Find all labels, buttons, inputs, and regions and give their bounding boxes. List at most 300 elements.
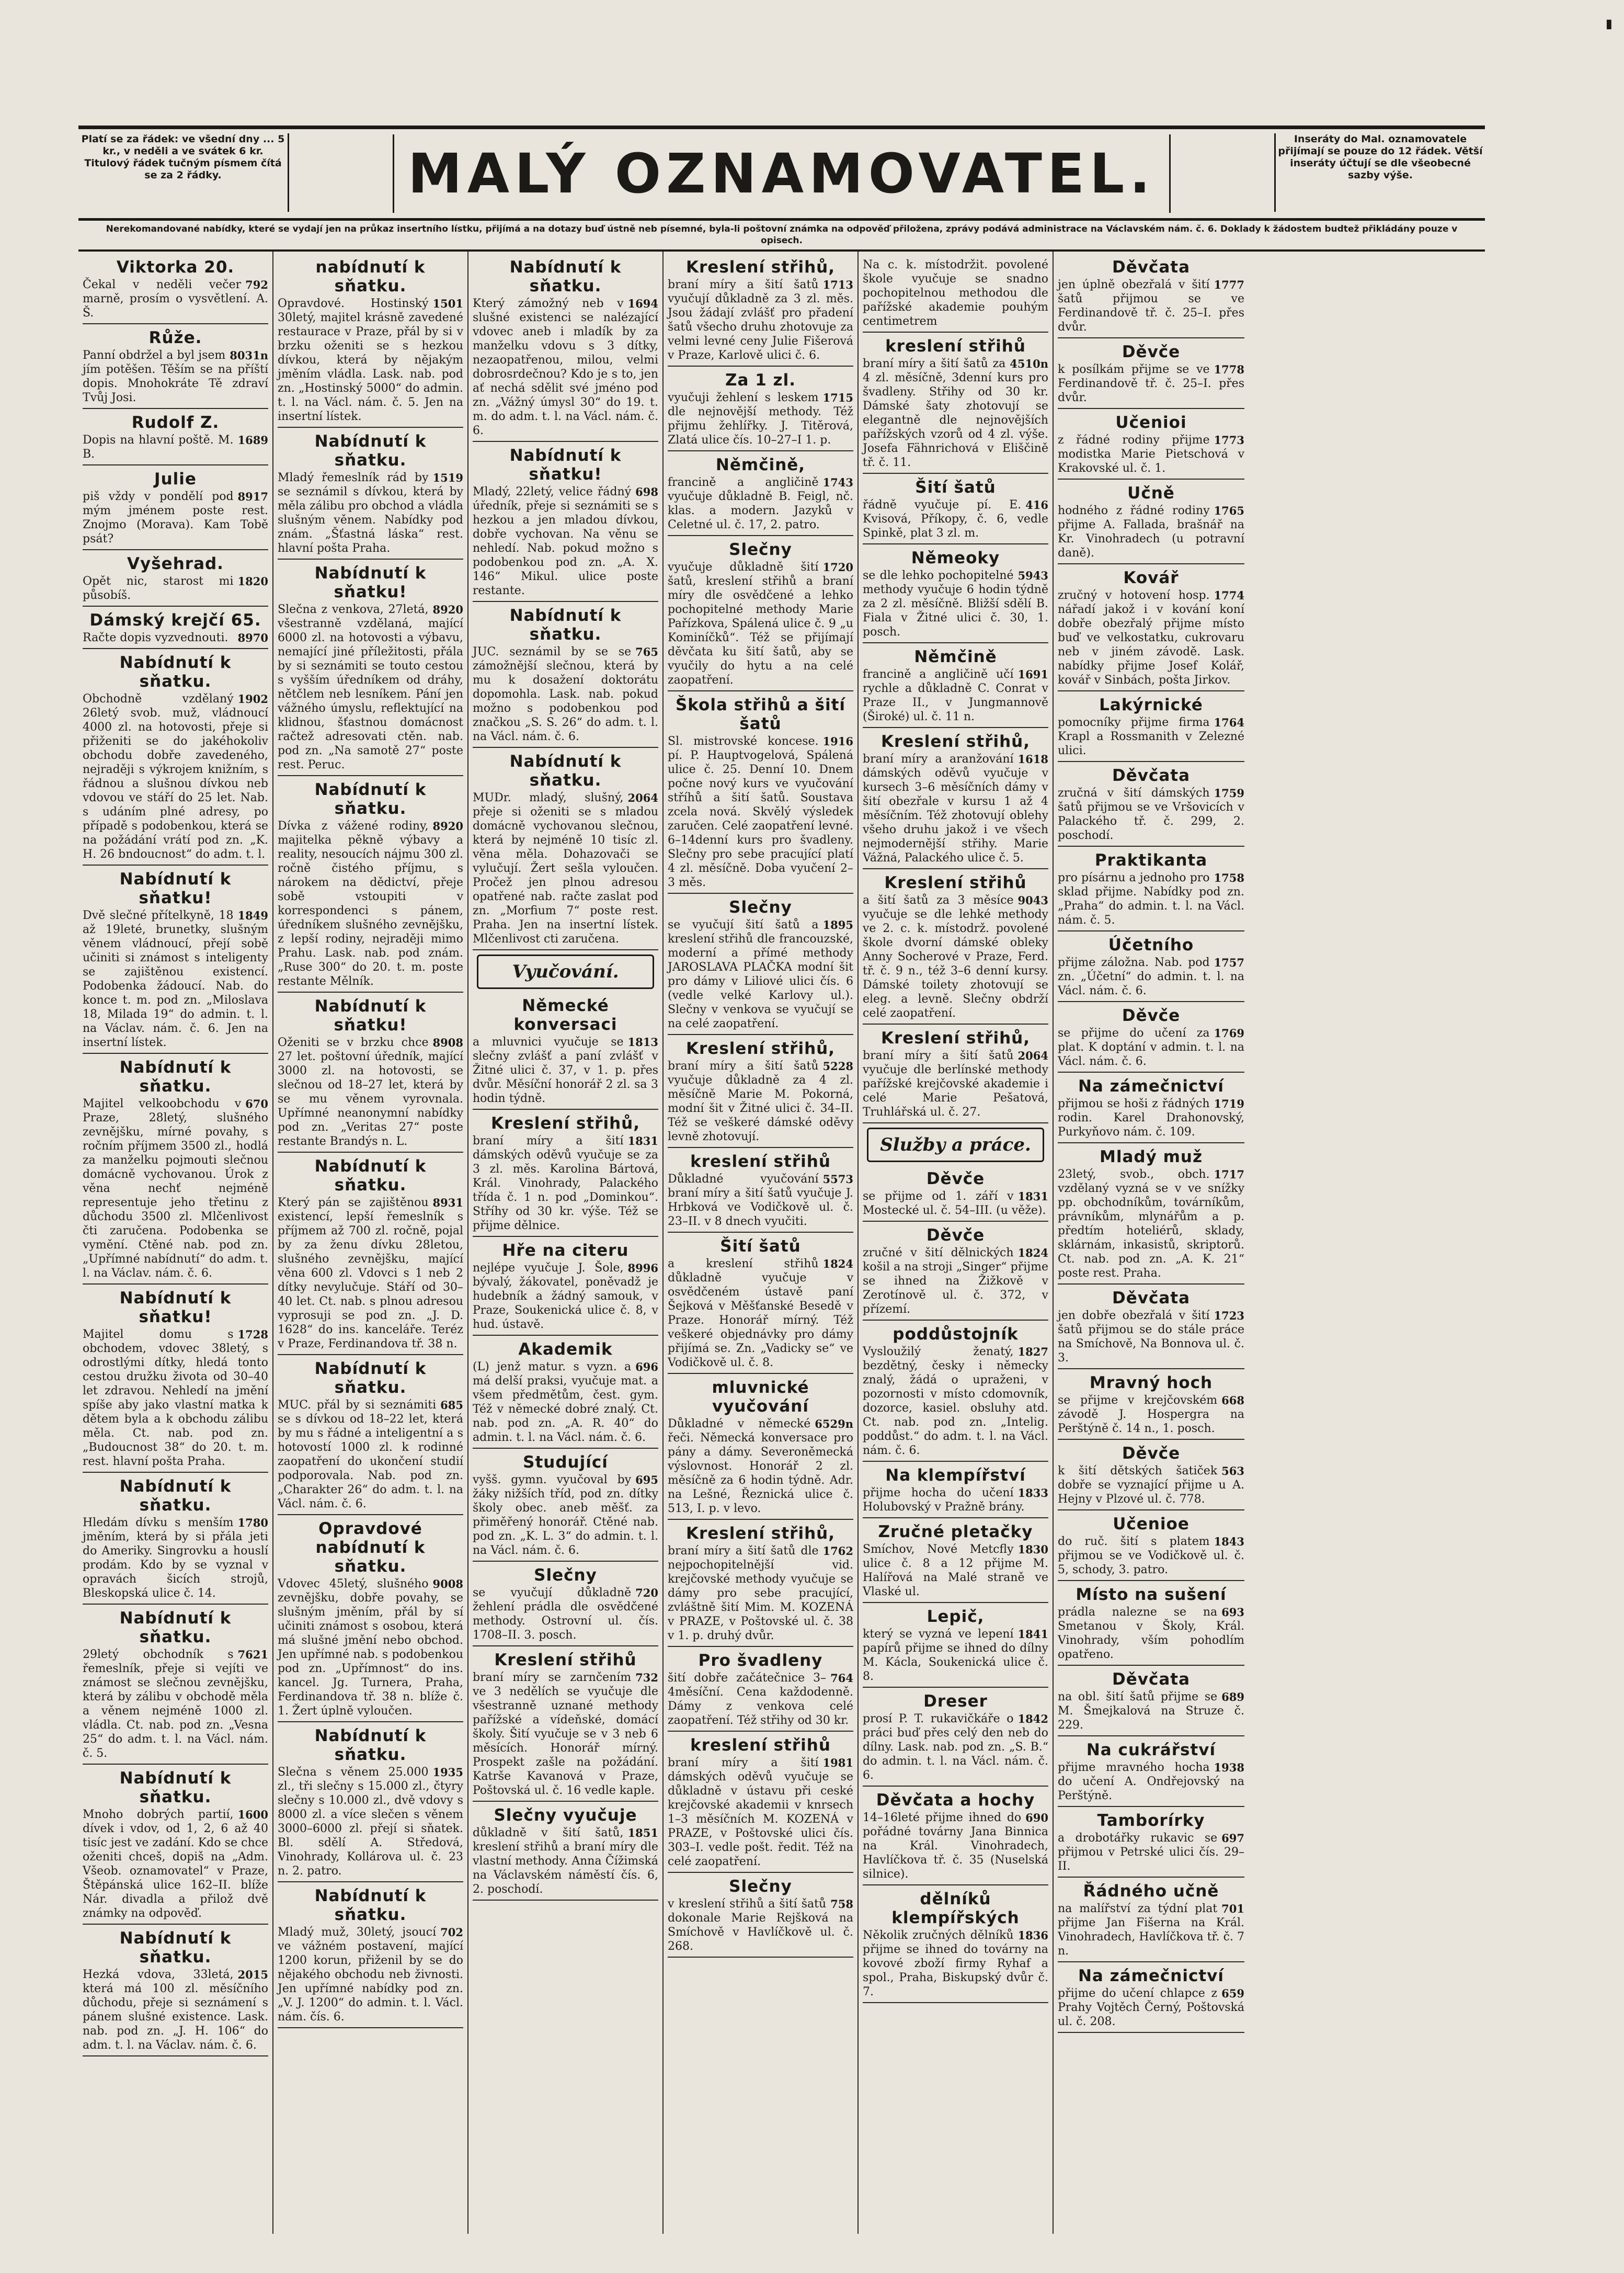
ad-body	[83, 574, 268, 603]
ad-text: přijme do učení chlapce z Prahy Vojtěch Černý, Poštovská ul. č. 208.	[1058, 1987, 1244, 2028]
ad-heading: Lepič,	[927, 1607, 985, 1626]
classified-ad	[668, 538, 853, 691]
classified-ad	[473, 1649, 658, 1802]
ad-text: Hledám dívku s menším jměním, která by si přála jeti do Ameriky. Singrovku a houslí prodám. Kdo by se vyznal v opravách šicích strojů, Bleskopská ulice č. 14.	[83, 1516, 268, 1600]
ad-heading: kreslení střihů	[690, 1736, 831, 1755]
ad-heading: Slečny	[729, 540, 792, 559]
ad-code: 5573	[822, 1173, 853, 1186]
ad-code: 1719	[1214, 1097, 1244, 1110]
ad-heading: Julie	[154, 470, 197, 488]
classified-ad	[1058, 1371, 1244, 1440]
ad-body	[668, 1417, 853, 1516]
ad-column-2	[273, 252, 468, 2234]
ad-text: Čekal v neděli večer marně, prosím o vysvětlení. A. Š.	[83, 278, 268, 320]
ad-code: 1764	[1214, 716, 1244, 729]
ad-body	[668, 391, 853, 447]
ad-text: jen dobře obezřalá v šití šatů přijmou se do stále práce na Smíchově, Na Bonnova ul. č. 3.	[1058, 1309, 1244, 1365]
ad-column-6	[1054, 252, 1249, 2234]
classified-ad	[473, 1564, 658, 1646]
ad-code: 1827	[1017, 1345, 1048, 1358]
ad-body	[1058, 278, 1244, 334]
classified-ad	[83, 1927, 268, 2056]
ad-text: Několik zručných dělníků přijme se ihned do továrny na kovové zboží firmy Ryhaf a spol., Praha, Biskupský dvůr č. 7.	[863, 1929, 1048, 1998]
ad-body	[668, 1257, 853, 1370]
ad-text: a mluvnici vyučuje se slečny zvlášť a paní zvlášť v Žitné ulici č. 37, v 1. p. přes dvůr. Měsíční honorář 2 zl. sa 3 hodin týdně.	[473, 1036, 658, 1105]
ad-heading: Nabídnutí k sňatku.	[119, 1929, 232, 1967]
ad-heading: Akademik	[518, 1340, 613, 1359]
ad-body	[863, 1189, 1048, 1218]
ad-code: 8031n	[230, 349, 268, 362]
ad-body	[83, 433, 268, 461]
ad-text: který se vyzná ve lepení papírů přijme se ihned do dílny M. Kácla, Soukenická ulice č. 8.	[863, 1628, 1048, 1683]
ad-heading: Vyšehrad.	[127, 554, 224, 573]
classified-ad	[863, 1789, 1048, 1885]
ad-text: k šití dětských šatiček dobře se vyznající přijme u A. Hejny v Plzové ul. č. 778.	[1058, 1464, 1244, 1506]
classified-ad	[1058, 1809, 1244, 1878]
ad-body	[83, 631, 268, 645]
ad-body	[668, 1671, 853, 1728]
classified-ad	[473, 1338, 658, 1449]
ad-code: 695	[635, 1473, 658, 1486]
ad-heading: Děvče	[926, 1169, 985, 1188]
ad-heading: Kreslení střihů,	[880, 732, 1031, 751]
ad-text: Panní obdržel a byl jsem jím potěšen. Těším se na příští dopis. Mnohokráte Tě zdraví Tvůj Josi.	[83, 349, 268, 404]
ad-heading: Němčině,	[715, 456, 806, 474]
ad-heading: Mravný hoch	[1089, 1373, 1213, 1392]
ad-code: 1830	[1017, 1543, 1048, 1556]
ad-text: na obl. šití šatů přijme se M. Šmejkalová na Struze č. 229.	[1058, 1690, 1244, 1732]
ad-heading: dělníků klempířských	[891, 1890, 1020, 1927]
ad-code: 1851	[627, 1826, 658, 1839]
ad-body	[473, 645, 658, 744]
ad-body	[1058, 1097, 1244, 1139]
ad-body	[1058, 1690, 1244, 1732]
classified-ad	[473, 256, 658, 442]
ad-heading: Nabídnutí k sňatku!	[119, 870, 232, 907]
classified-ad	[1058, 1668, 1244, 1736]
ad-body	[1058, 956, 1244, 998]
ad-heading: Nabídnutí k sňatku.	[119, 1609, 232, 1646]
classified-ad	[1058, 1442, 1244, 1510]
ad-code: 1833	[1017, 1486, 1048, 1499]
ad-body	[863, 667, 1048, 724]
ad-text: Dívka z vážené rodiny, majitelka pěkně výbavy a reality, nesoucích nájmu 300 zl. ročně čistého příjmu, s nárokem na dědictví, přeje sobě vstoupiti v korrespondenci s pánem, úředníkem slušného zevnějšku, z lepší rodiny, nejraději mimo Prahu. Lask. nab. pod znám. „Ruse 300“ do 20. t. m. poste restante Mělník.	[278, 820, 463, 988]
ad-text: Obchodně vzdělaný 26letý svob. muž, vládnoucí 4000 zl. na hotovosti, přeje si přiženiti se do jakéhokoliv obchodu dobře zavedeného, nejraději s výkrojem knižním, s řádnou a slušnou dívkou neb vdovou ve stáří do 25 let. Nab. s udáním plné adresy, po případě s podobenkou, která se na požádání vrátí pod zn. „K. H. 26 bndoucnost“ do adm. t. l.	[83, 692, 268, 861]
ad-text: braní míry a šití šatů vyučují důkladně za 3 zl. měs. Jsou žádají zvlášť pro přadení šatů všecho druhu zhotovuje za velmi levné ceny Julie Fišerová v Praze, Karlově ulici č. 6.	[668, 278, 853, 362]
ad-text: pomocníky přijme firma Krapl a Rossmanith v Zelezné ulici.	[1058, 716, 1244, 757]
ad-heading: Slečny vyučuje	[494, 1806, 637, 1825]
ad-heading: Děvčata	[1112, 766, 1190, 785]
ad-heading: Viktorka 20.	[116, 258, 235, 277]
ad-heading: Nabídnutí k sňatku.	[509, 258, 622, 296]
ad-body	[83, 1808, 268, 1920]
section-title: MALÝ OZNAMOVATEL.	[393, 134, 1171, 213]
ad-text: Mnoho dobrých partií, dívek i vdov, od 1, 2, 6 až 40 tisíc jest ve zadání. Kdo se chce oženiti chceš, dopiš na „Adm. Všeob. oznamovatel“ v Praze, Štěpánská ulice 162–II. blíže Nár. divadla a přilož dvě známky na odpověď.	[83, 1808, 268, 1920]
ad-text: pro písárnu a jednoho pro sklad přijme. Nabídky pod zn. „Praha“ do admin. t. l. na Václ. nám. č. 5.	[1058, 871, 1244, 927]
ad-heading: Kreslení střihů	[494, 1651, 637, 1669]
ad-text: braní míry a aranžování dámských oděvů vyučuje v kursech 3–6 měsíčních dámy v šití obezřale v kursu 1 až 4 měsíčním. Též zhotovují oblehy všeho druhu jakož i ve všech nejmodernější střihy. Marie Vážná, Palackého ulice č. 5.	[863, 753, 1048, 865]
ad-text: 14–16leté přijme ihned do pořádné továrny Jana Binnica na Král. Vinohradech, Havlíčkova tř. č. 35 (Nuselská silnice).	[863, 1811, 1048, 1881]
ad-body	[278, 297, 463, 424]
ad-code: 764	[830, 1672, 853, 1685]
ad-code: 1600	[237, 1808, 268, 1821]
ad-body	[1058, 504, 1244, 560]
ad-code: 1720	[822, 561, 853, 574]
ad-heading: Slečny	[534, 1566, 597, 1585]
ad-code: 1849	[237, 909, 268, 922]
ad-code: 702	[440, 1926, 463, 1939]
ad-body	[863, 357, 1048, 470]
ad-body	[1058, 715, 1244, 758]
ad-text: Oženiti se v brzku chce 27 let. poštovní úředník, mající 3000 zl. na hotovosti, se slečnou od 18–27 let, která by se mu věnem vyrovnala. Upřímné neanonymní nabídky pod zn. „Veritas 27“ poste restante Brandýs n. L.	[278, 1036, 463, 1148]
ad-code: 1841	[1017, 1628, 1048, 1641]
ad-code: 1758	[1214, 871, 1244, 884]
ad-code: 1938	[1214, 1761, 1244, 1774]
classified-ad	[863, 1520, 1048, 1603]
ad-heading: Nabídnutí k sňatku.	[509, 752, 622, 790]
ad-text: JUC. seznámil by se se zámožnější slečnou, která by mu k dosažení doktorátu dopomohla. Lask. nab. pokud možno s podobenkou pod značkou „S. S. 26“ do adm. t. l. na Václ. nám. č. 6.	[473, 645, 658, 743]
ad-body	[863, 1345, 1048, 1458]
ad-text: (L) jenž matur. s vyzn. a má delší praksi, vyučuje mat. a všem předmětům, čest. gym. Též v německé dobré znalý. Ct. nab. pod zn. „A. R. 40“ do admin. t. l. na Václ. nám. č. 6.	[473, 1360, 658, 1444]
ad-text: v kreslení střihů a šití šatů dokonale Marie Rejšková na Smíchově v Havlíčkově ul. č. 268.	[668, 1897, 853, 1953]
ad-text: francině a angličině vyučuje důkladně B. Feigl, nč. klas. a modern. Jazyků v Celetné ul. č. 17, 2. patro.	[668, 476, 853, 531]
ad-code: 1902	[237, 692, 268, 706]
ad-heading: Dámský krejčí 65.	[89, 611, 261, 630]
ad-body	[83, 908, 268, 1050]
classified-ad	[668, 694, 853, 894]
classified-ad	[473, 1451, 658, 1562]
ad-text: se přijme od 1. září v Mostecké ul. č. 54–III. (u věže).	[863, 1190, 1046, 1217]
ad-text: se přijme v krejčovském závodě J. Hospergra na Perštýně č. 14 n., 1. posch.	[1058, 1394, 1244, 1435]
ad-body	[1058, 1026, 1244, 1069]
ad-heading: Kovář	[1123, 569, 1179, 587]
ad-body	[278, 1398, 463, 1511]
ad-body	[1058, 1167, 1244, 1280]
ad-text: přijme mravného hocha do učení A. Ondřejovský na Perštýně.	[1058, 1761, 1244, 1802]
ad-heading: Místo na sušení	[1076, 1585, 1227, 1604]
ad-heading: Učně	[1127, 484, 1175, 503]
ad-code: 5228	[822, 1060, 853, 1073]
ad-heading: Slečny	[729, 1877, 792, 1896]
ad-text: braní míry a šití šatů za 4 zl. měsíčně, 3denní kurs pro švadleny. Střihy od 30 kr. Dámské šaty zhotovují se elegantně dle nejnovějších pařížských vzorů od 4 zl. výše. Josefa Fähnrichová v Eliščině tř. č. 11.	[863, 357, 1048, 469]
ad-body	[473, 1360, 658, 1445]
classified-ad	[83, 1056, 268, 1285]
ad-body	[1058, 871, 1244, 927]
ad-code: 1757	[1214, 956, 1244, 969]
ad-body	[278, 471, 463, 555]
ad-body	[278, 819, 463, 988]
ad-text: francině a angličině učí rychle a důkladně C. Conrat v Praze II., v Jungmannově (Široké) ul. č. 11 n.	[863, 668, 1048, 723]
ad-text: jen úplně obezřalá v šití šatů přijmou se ve Ferdinandově tř. č. 25–I. přes dvůr.	[1058, 278, 1244, 334]
ad-body	[1058, 588, 1244, 687]
ad-text: MUDr. mladý, slušný, přeje si oženiti se s mladou domácně vychovanou slečnou, která by nejméně 10 tisíc zl. věna měla. Dohazovači se vylučují. Žert sešla vyloučen. Pročež jen plnou adresou opatřené nab. račte zaslat pod zn. „Morfium 7“ poste rest. Praha. Jen na insertní lístek. Mlčenlivost cti zaručena.	[473, 791, 658, 946]
ad-code: 2064	[627, 791, 658, 804]
ad-code: 1773	[1214, 434, 1244, 447]
ad-code: 1824	[822, 1257, 853, 1270]
ad-body	[668, 1172, 853, 1229]
classified-ad	[1058, 1145, 1244, 1285]
ad-body	[83, 490, 268, 546]
ad-heading: Růže.	[148, 328, 202, 347]
ad-heading: Děvče	[926, 1226, 985, 1245]
ad-text: Vdovec 45letý, slušného zevnějšku, dobře povahy, se slušným jměním, přál by sí učiniti známost s osobou, která má slušné jmění nebo obchod. Jen upřímné nab. s podobenkou pod zn. „Upřímnost“ do ins. kancel. Jg. Turnera, Praha, Ferdinandova tř. 38 n. blíže č. 1. Žert úplně vyloučen.	[278, 1577, 463, 1718]
ad-text: přijme záložna. Nab. pod zn. „Účetní“ do admin. t. l. na Václ. nám. č. 6.	[1058, 956, 1244, 997]
classified-ad	[863, 730, 1048, 869]
ad-body	[473, 1826, 658, 1896]
ad-heading: Nabídnutí k sňatku.	[119, 653, 232, 691]
newspaper-page	[78, 126, 1485, 2234]
classified-ad	[863, 1605, 1048, 1688]
ad-heading: mluvnické vyučování	[712, 1378, 809, 1416]
ad-code: 1717	[1214, 1168, 1244, 1181]
ad-text: Majitel velkoobchodu v Praze, 28letý, slušného zevnějšku, mírné povahy, s ročním příjmem 3500 zl., hodlá za manželku pojmouti slečnou domácně vychovanou. Úrok z věna nechť nejméně representuje jeho třetinu z důchodu 3500 zl. Mlčenlivost čti zaručena. Podobenka se vymění. Ctěné nab. pod zn. „Upřímné nabídnutí“ do adm. t. l. na Václav. nám. č. 6.	[83, 1097, 268, 1280]
classified-ad	[668, 1150, 853, 1233]
ad-code: 701	[1221, 1902, 1244, 1915]
ad-heading: Německé konversaci	[513, 996, 617, 1034]
ad-heading: Na zámečnictví	[1078, 1077, 1225, 1096]
ad-text: a kreslení střihů důkladně vyučuje v osvědčeném ústavě paní Šejková v Měšťanské Besedě v Praze. Honorář mírný. Též veškeré objednávky pro dámy přijímá se. Zn. „Vadicky se“ ve Vodičkově ul. č. 8.	[668, 1257, 853, 1369]
ad-code: 697	[1221, 1832, 1244, 1845]
ad-heading: Rudolf Z.	[131, 413, 220, 432]
ad-body	[473, 1670, 658, 1798]
ad-text: důkladně v šití šatů, kreslení střihů a braní míry dle vlastní methody. Anna Čížimská na Václavském náměstí čís. 6, 2. poschodí.	[473, 1826, 658, 1896]
ad-text: a šití šatů za 3 měsíce vyučuje se dle lehké methody ve 2. c. k. místodrž. povolené škole dvorní dámské obleky Anny Socherové v Praze, Ferd. tř. č. 9 n., též 3–6 denní kursy. Dámské toilety zhotovují se eleg. a levně. Slečny obdrží celé zaopatření.	[863, 894, 1048, 1020]
ad-column-1	[78, 252, 273, 2234]
ad-heading: Nabídnutí k sňatku.	[314, 780, 427, 818]
ad-code: 2064	[1017, 1049, 1048, 1062]
ad-heading: Mladý muž	[1100, 1147, 1203, 1166]
ad-body	[473, 1473, 658, 1558]
ad-heading: Nabídnutí k sňatku!	[119, 1289, 232, 1326]
ad-code: 720	[635, 1586, 658, 1599]
classified-ad	[278, 1884, 463, 2028]
ad-text: Který zámožný neb v slušné existenci se nalézající vdovec aneb i mladík by za manželku vdovu s 3 dítky, nezaopatřenou, milou, velmi dobrosrdečnou? Kdo je s to, jen ať nechá sdělit své jméno pod zn. „Vážný úmysl 30“ do 19. t. m. do adm. t. l. na Václ. nám. č. 6.	[473, 297, 658, 437]
ad-code: 1618	[1017, 753, 1048, 766]
ad-body	[473, 297, 658, 438]
ad-code: 1778	[1214, 363, 1244, 376]
ad-code: 1843	[1214, 1535, 1244, 1548]
ad-code: 1916	[822, 735, 853, 748]
ad-text: se vyučují důkladně žehlení prádla dle osvědčené methody. Ostrovní ul. čís. 1708–II. 3. posch.	[473, 1586, 658, 1642]
pricing-box: Platí se za řádek: ve všední dny ... 5 kr., v neděli a ve svátek 6 kr. Titulový řádek tučným písmem čítá se za 2 řádky.	[78, 133, 289, 212]
ad-text: Smíchov, Nové Metcfly ulice č. 8 a 12 přijme M. Halířová na Malé straně ve Vlaské ul.	[863, 1543, 1048, 1598]
ad-heading: Zručné pletačky	[878, 1522, 1033, 1541]
ad-heading: Na cukrářství	[1086, 1741, 1216, 1759]
ad-text: hodného z řádné rodiny přijme A. Fallada, brašnář na Kr. Vinohradech (u potravní daně).	[1058, 504, 1244, 560]
ad-code: 8920	[432, 820, 463, 833]
ad-heading: Kreslení střihů,	[685, 258, 836, 277]
classified-ad	[863, 547, 1048, 643]
ad-code: 685	[440, 1399, 463, 1412]
ad-text: Račte dopis vyzvednouti.	[83, 631, 228, 644]
ad-code: 1895	[822, 918, 853, 931]
ad-columns	[78, 252, 1485, 2234]
ad-text: 23letý, svob., obch. vzdělaný vyzná se v ve snížky pp. obchodníkům, továrníkům, právníkům, mlynářům a p. předtím hoteliérů, sklady, sklárnám, inkasistů, skriptorů. Ct. nab. pod zn. „A. K. 21“ poste rest. Praha.	[1058, 1168, 1244, 1280]
ad-heading: Řádného učně	[1083, 1882, 1219, 1901]
ad-heading: Nabídnutí k sňatku!	[509, 446, 622, 484]
classified-ad	[1058, 1513, 1244, 1581]
ad-body	[83, 278, 268, 320]
classified-ad	[83, 651, 268, 866]
ad-code: 792	[245, 278, 268, 291]
ad-code: 696	[635, 1360, 658, 1373]
ad-body	[1058, 786, 1244, 843]
ad-heading: kreslení střihů	[690, 1152, 831, 1171]
classified-ad	[863, 1027, 1048, 1123]
classified-ad	[863, 1323, 1048, 1462]
ad-code: 670	[245, 1097, 268, 1110]
ad-code: 1743	[822, 476, 853, 489]
ad-text: vyučuji žehlení s leskem dle nejnovější methody. Též přijmu žehlířky. J. Titěrová, Zlatá ulice čís. 10–27–I 1. p.	[668, 391, 853, 447]
ad-body	[863, 569, 1048, 639]
classified-ad	[83, 1475, 268, 1605]
ad-body	[863, 1627, 1048, 1684]
ad-code: 1519	[432, 471, 463, 484]
ad-body	[278, 1577, 463, 1718]
ad-body	[83, 692, 268, 861]
ad-body	[863, 258, 1048, 328]
ad-text: do ruč. šití s platem přijmou se ve Vodičkově ul. č. 5, schody, 3. patro.	[1058, 1535, 1244, 1576]
classified-ad	[278, 995, 463, 1153]
ad-text: vyšš. gymn. vyučoval by žáky nižších tříd, pod zn. dítky školy obec. aneb měšť. za přiměřený honorář. Ctěné nab. pod zn. „K. L. 3“ do admin. t. l. na Václ. nám. č. 6.	[473, 1473, 658, 1557]
ad-heading: Děvče	[1122, 1444, 1181, 1463]
classified-ad	[1058, 764, 1244, 847]
section-heading-box: Vyučování.	[477, 954, 654, 989]
ad-body	[83, 1647, 268, 1760]
ad-text: Hezká vdova, 33letá, která má 100 zl. měsíčního důchodu, přeje si seznámení s pánem slušné existence. Lask. nab. pod zn. „J. H. 106“ do adm. t. l. na Václav. nám. č. 6.	[83, 1968, 268, 2052]
ad-body	[668, 475, 853, 532]
ad-heading: Nabídnutí k sňatku.	[314, 432, 427, 470]
ad-text: se dle lehko pochopitelné methody vyučuje 6 hodin týdně za 2 zl. měsíčně. Bližší sdělí B. Fiala v Žitné ulici č. 30, 1. posch.	[863, 569, 1048, 639]
ad-code: 1824	[1017, 1246, 1048, 1259]
ad-code: 1691	[1017, 668, 1048, 681]
ad-code: 6529n	[815, 1417, 853, 1430]
ad-text: Majitel domu s obchodem, vdovec 38letý, s odrostlými dítky, hledá tonto cestou družku života od 30–40 let zdravou. Nehledí na jmění spíše aby jako vlastní matka k dětem byla a k obchodu zálibu měla. Ct. nab. pod zn. „Budoucnost 38“ do 20. t. m. rest. hlavní pošta Praha.	[83, 1328, 268, 1468]
ad-body	[863, 1542, 1048, 1599]
ad-body	[863, 752, 1048, 865]
classified-ad	[863, 1167, 1048, 1222]
ad-code: 9008	[432, 1577, 463, 1590]
ad-body	[278, 1196, 463, 1351]
ad-heading: Studující	[523, 1453, 608, 1472]
classified-ad	[83, 468, 268, 550]
classified-ad	[1058, 1964, 1244, 2033]
ad-code: 1813	[627, 1036, 658, 1049]
ad-code: 693	[1221, 1606, 1244, 1619]
ad-text: Mladý muž, 30letý, jsoucí ve vážném postavení, mající 1200 korun, přiženil by se do nějakého obchodu neb živnosti. Jen upřímné nabídky pod zn. „V. J. 1200“ do admin. t. l. Václ. nám. čís. 6.	[278, 1926, 463, 2024]
ad-column-5	[859, 252, 1054, 2234]
ad-code: 1762	[822, 1544, 853, 1558]
ad-code: 659	[1221, 1987, 1244, 2000]
ad-code: 765	[635, 645, 658, 658]
ad-code: 1780	[237, 1516, 268, 1529]
ad-code: 1765	[1214, 504, 1244, 517]
ad-heading: Slečny	[729, 898, 792, 917]
ad-body	[83, 348, 268, 405]
ad-heading: Lakýrnické	[1099, 696, 1203, 714]
ad-body	[863, 1049, 1048, 1119]
ad-code: 8908	[432, 1036, 463, 1049]
ad-text: Který pán se zajištěnou existencí, lepší řemeslník s příjmem až 700 zl. ročně, pojal by za ženu dívku 28letou, slušného zevnějšku, mající věna 600 zl. Vdovci s 1 neb 2 dítky nevylučuje. Stáří od 30–40 let. Ct. nab. s plnou adresou vyprosuji se pod zn. „J. D. 1628“ do ins. kanceláře. Teréz v Praze, Ferdinandova tř. 38 n.	[278, 1196, 463, 1350]
classified-ad	[473, 1112, 658, 1237]
classified-ad	[863, 645, 1048, 728]
ad-text: braní míry a šití dámských oděvů vyučuje se za 3 zl. měs. Karolina Bártová, Král. Vinohrady, Palackého třída č. 1 n. pod „Dominkou“. Stříhy od 30 kr. výše. Též se přijme dělnice.	[473, 1134, 658, 1232]
classified-ad	[83, 609, 268, 649]
ad-text: se přijme do učení za plat. K doptání v admin. t. l. na Václ. nám. č. 6.	[1058, 1027, 1244, 1068]
ad-heading: Nabídnutí k sňatku!	[314, 564, 427, 601]
classified-ad	[1058, 411, 1244, 480]
classified-ad	[278, 430, 463, 560]
classified-ad	[83, 552, 268, 607]
ad-body	[473, 1586, 658, 1642]
ad-code: 1831	[1017, 1190, 1048, 1203]
ad-body	[83, 1968, 268, 2052]
ad-code: 668	[1221, 1394, 1244, 1407]
ad-code: 758	[830, 1897, 853, 1911]
classified-ad	[668, 1734, 853, 1873]
ad-text: zručný v hotovení hosp. nářadí jakož i v kování koní dobře obezřalý přijme místo buď ve velkostatku, cukrovaru neb v jiném závodě. Lask. nabídky přijme Josef Kolář, kovář v Sinbách, pošta Jirkov.	[1058, 589, 1244, 687]
ad-body	[863, 1811, 1048, 1881]
classified-ad	[1058, 694, 1244, 762]
ad-code: 7621	[237, 1648, 268, 1661]
ad-heading: Za 1 zl.	[725, 371, 796, 390]
ad-heading: Na zámečnictví	[1078, 1967, 1225, 1985]
ad-heading: Praktikanta	[1094, 851, 1208, 870]
ad-code: 1981	[822, 1756, 853, 1769]
classified-ad	[668, 1376, 853, 1520]
ad-heading: Děvčata	[1112, 1670, 1190, 1689]
ad-body	[473, 1261, 658, 1332]
ad-code: 1501	[432, 297, 463, 310]
ad-text: braní míry a šití šatů dle nejpochopitelnější vid. krejčovské methody vyučuje se dámy pro sebe pracující, zvláštně šití Mim. M. KOZENÁ v PRAZE, v Poštovské ul. č. 38 v 1. p. druhý dvůr.	[668, 1544, 853, 1642]
ad-code: 1842	[1017, 1712, 1048, 1725]
classified-ad	[668, 1875, 853, 1958]
ad-code: 1715	[822, 391, 853, 404]
ad-body	[473, 1035, 658, 1106]
ad-body	[83, 1516, 268, 1600]
classified-ad	[278, 256, 463, 428]
classified-ad	[668, 369, 853, 451]
classified-ad	[83, 1607, 268, 1765]
ad-text: Vysloužilý ženatý, bezdětný, česky i německy znalý, žádá o upraženi, v pozornosti v místo cdomovník, dozorce, kasiel. obsluhy atd. Ct. nab. pod zn. „Intelig. poddůst.“ do adm. t. l. na Václ. nám. č. 6.	[863, 1345, 1048, 1457]
classified-ad	[278, 1357, 463, 1515]
ad-body	[278, 1036, 463, 1149]
ad-body	[1058, 1986, 1244, 2029]
ad-heading: Kreslení střihů	[884, 873, 1027, 892]
ad-heading: poddůstojník	[893, 1325, 1019, 1344]
ad-code: 1777	[1214, 278, 1244, 291]
ad-code: 1831	[627, 1134, 658, 1147]
classified-ad	[1058, 1287, 1244, 1369]
ad-body	[1058, 362, 1244, 405]
classified-ad	[863, 871, 1048, 1025]
ad-code: 8996	[627, 1261, 658, 1275]
ad-code: 1689	[237, 434, 268, 447]
ad-code: 1935	[432, 1766, 463, 1779]
ad-code: 1723	[1214, 1309, 1244, 1322]
ad-heading: Nabídnutí k sňatku.	[509, 606, 622, 644]
ad-code: 1713	[822, 278, 853, 291]
ad-column-3	[468, 252, 664, 2234]
ad-text: Dvě slečné přítelkyně, 18 až 19leté, brunetky, slušným věnem vládnoucí, přejí sobě učiniti si známost s inteligenty se zajištěnou existencí. Podobenka žádoucí. Nab. do konce t. m. pod zn. „Miloslava 18, Milada 19“ do admin. t. l. na Václav. nám. č. 6. Jen na insertní lístek.	[83, 909, 268, 1049]
ad-heading: Tamborírky	[1097, 1811, 1205, 1830]
page-corner-mark: ▮	[1605, 16, 1612, 31]
ad-code: 1759	[1214, 787, 1244, 800]
ad-code: 8920	[432, 603, 463, 616]
ad-body	[1058, 1464, 1244, 1506]
ad-text: Mladý řemeslník rád by se seznámil s dívkou, která by měla zálibu pro obchod a vládla slušným věnem. Nabídky pod znám. „Šťastná láska“ rest. hlavní pošta Praha.	[278, 471, 463, 555]
ad-code: 732	[635, 1671, 658, 1684]
